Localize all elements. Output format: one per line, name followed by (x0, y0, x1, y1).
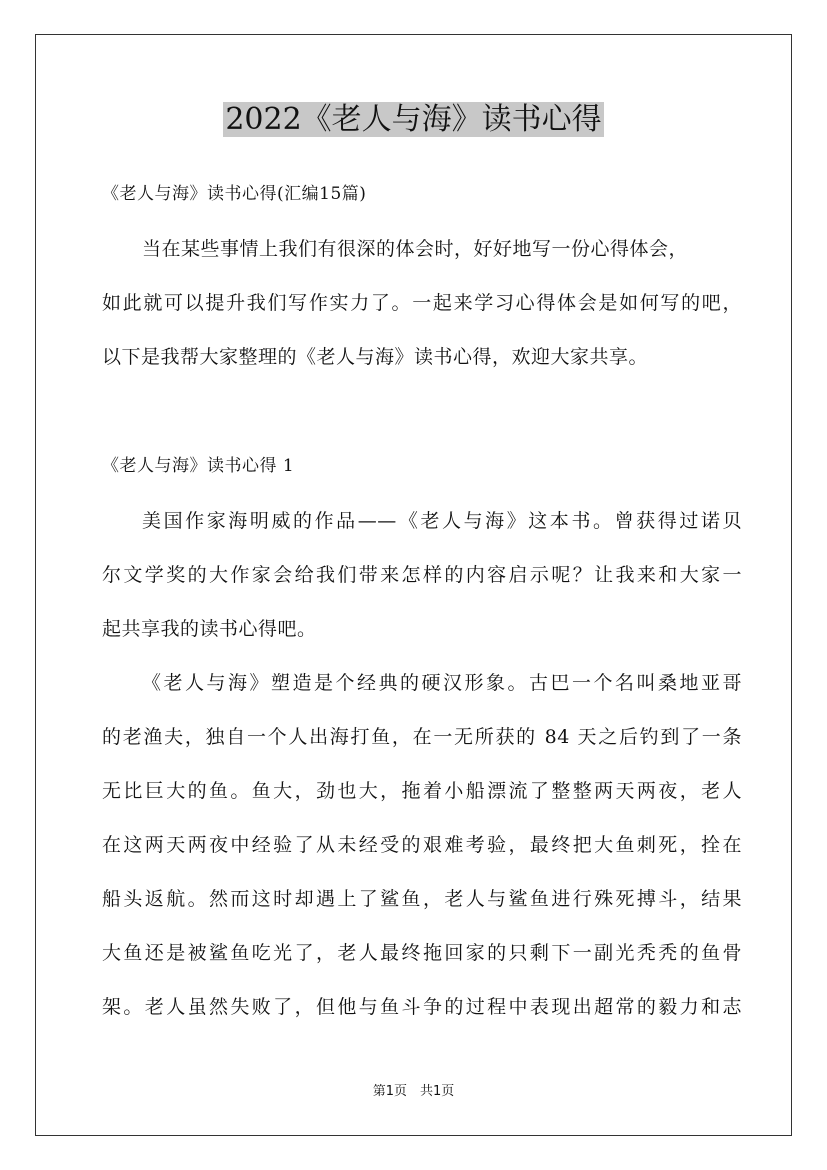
page-footer: 第1页 共1页 (372, 1084, 455, 1099)
intro-line-2: 如此就可以提升我们写作实力了。一起来学习心得体会是如何写的吧， (102, 292, 742, 314)
para1-line-3: 起共享我的读书心得吧。 (102, 618, 317, 640)
para2-line-2: 的老渔夫，独自一个人出海打鱼，在一无所获的 84 天之后钓到了一条 (102, 726, 742, 748)
document-subtitle: 《老人与海》读书心得(汇编15篇) (102, 184, 367, 204)
para1-line-1: 美国作家海明威的作品——《老人与海》这本书。曾获得过诺贝 (142, 510, 742, 532)
para2-line-7: 架。老人虽然失败了，但他与鱼斗争的过程中表现出超常的毅力和志 (102, 996, 742, 1018)
para2-line-6: 大鱼还是被鲨鱼吃光了，老人最终拖回家的只剩下一副光秃秃的鱼骨 (102, 942, 742, 964)
para2-line-5: 船头返航。然而这时却遇上了鲨鱼，老人与鲨鱼进行殊死搏斗，结果 (102, 888, 742, 910)
intro-line-1: 当在某些事情上我们有很深的体会时，好好地写一份心得体会， (142, 238, 689, 260)
intro-line-3: 以下是我帮大家整理的《老人与海》读书心得，欢迎大家共享。 (102, 346, 649, 368)
para2-line-1: 《老人与海》塑造是个经典的硬汉形象。古巴一个名叫桑地亚哥 (142, 672, 742, 694)
document-title (0, 100, 827, 140)
para2-line-4: 在这两天两夜中经验了从未经受的艰难考验，最终把大鱼刺死，拴在 (102, 834, 742, 856)
document-title-text: 2022《老人与海》读书心得 (225, 102, 602, 137)
para2-line-3: 无比巨大的鱼。鱼大，劲也大，拖着小船漂流了整整两天两夜，老人 (102, 780, 742, 802)
section-heading: 《老人与海》读书心得 1 (102, 456, 295, 476)
para1-line-2: 尔文学奖的大作家会给我们带来怎样的内容启示呢？让我来和大家一 (102, 564, 742, 586)
